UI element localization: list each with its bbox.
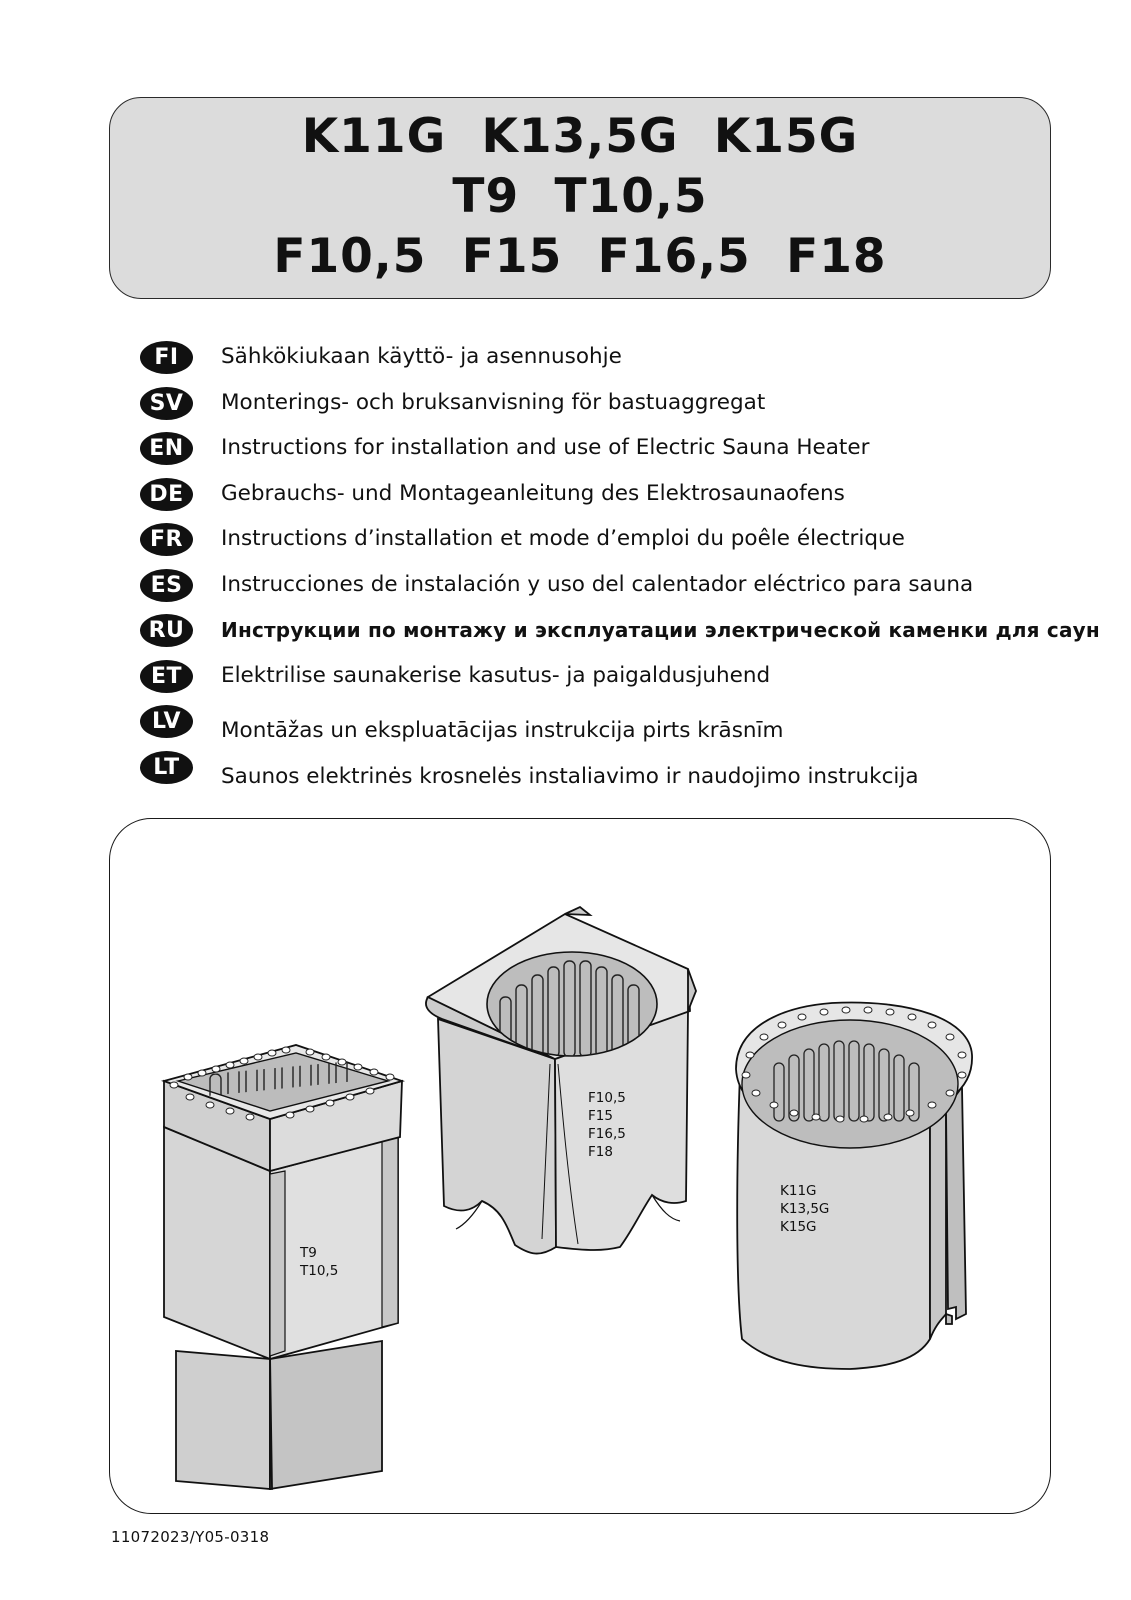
heater-f-label-1: F10,5: [588, 1090, 626, 1106]
language-title-es: Instrucciones de instalación y uso del calentador eléctrico para sauna: [221, 571, 974, 597]
model-title-box: [109, 97, 1051, 299]
language-title-lt: Saunos elektrinės krosnelės instaliavimo ir naudojimo instrukcija: [221, 763, 919, 789]
language-row-ru: [140, 613, 1120, 659]
language-badge-ru: RU: [140, 614, 193, 647]
title-line-k-models: K11G K13,5G K15G: [301, 109, 859, 164]
language-title-ru: Инструкции по монтажу и эксплуатации электрической каменки для саун: [221, 618, 1100, 642]
heater-t-drawing: [164, 1045, 402, 1489]
language-title-fr: Instructions d’installation et mode d’emploi du poêle électrique: [221, 526, 905, 551]
language-title-fi: Sähkökiukaan käyttö- ja asennusohje: [221, 344, 622, 369]
language-title-de: Gebrauchs- und Montageanleitung des Elektrosaunaofens: [221, 480, 845, 506]
language-row-fr: [140, 522, 1120, 568]
heater-k-label-1: K11G: [780, 1183, 817, 1199]
language-badge-lv: LV: [140, 705, 193, 738]
heater-t-label-2: T10,5: [300, 1263, 339, 1279]
language-row-es: [140, 568, 1120, 614]
heater-f-label-3: F16,5: [588, 1126, 626, 1142]
language-row-lt: [140, 750, 1120, 796]
language-badge-lt: LT: [140, 751, 193, 784]
language-badge-en: EN: [140, 432, 193, 465]
heater-illustration-box: [109, 818, 1051, 1514]
language-title-sv: Monterings- och bruksanvisning för bastuaggregat: [221, 389, 766, 415]
heater-illustration: [110, 819, 1052, 1515]
heater-f-label-2: F15: [588, 1108, 613, 1124]
language-row-de: [140, 477, 1120, 523]
language-badge-et: ET: [140, 660, 193, 693]
language-list: [140, 340, 1120, 795]
title-line-t-models: T9 T10,5: [452, 169, 708, 224]
language-badge-fi: FI: [140, 341, 193, 374]
language-title-lv: Montāžas un ekspluatācijas instrukcija pirts krāsnīm: [221, 718, 784, 743]
language-badge-es: ES: [140, 569, 193, 602]
document-code: 11072023/Y05-0318: [111, 1528, 270, 1546]
heater-f-label-4: F18: [588, 1144, 613, 1160]
language-row-lv: [140, 704, 1120, 750]
language-row-et: [140, 659, 1120, 705]
heater-k-label-3: K15G: [780, 1219, 817, 1235]
language-row-en: [140, 431, 1120, 477]
language-title-en: Instructions for installation and use of Electric Sauna Heater: [221, 435, 870, 460]
language-badge-sv: SV: [140, 387, 193, 420]
language-row-sv: [140, 386, 1120, 432]
heater-k-label-2: K13,5G: [780, 1201, 830, 1217]
language-row-fi: [140, 340, 1120, 386]
language-badge-de: DE: [140, 478, 193, 511]
heater-t-label-1: T9: [300, 1245, 317, 1261]
language-badge-fr: FR: [140, 523, 193, 556]
language-title-et: Elektrilise saunakerise kasutus- ja paigaldusjuhend: [221, 662, 771, 688]
title-line-f-models: F10,5 F15 F16,5 F18: [273, 229, 887, 284]
heater-f-opening: [487, 952, 657, 1056]
